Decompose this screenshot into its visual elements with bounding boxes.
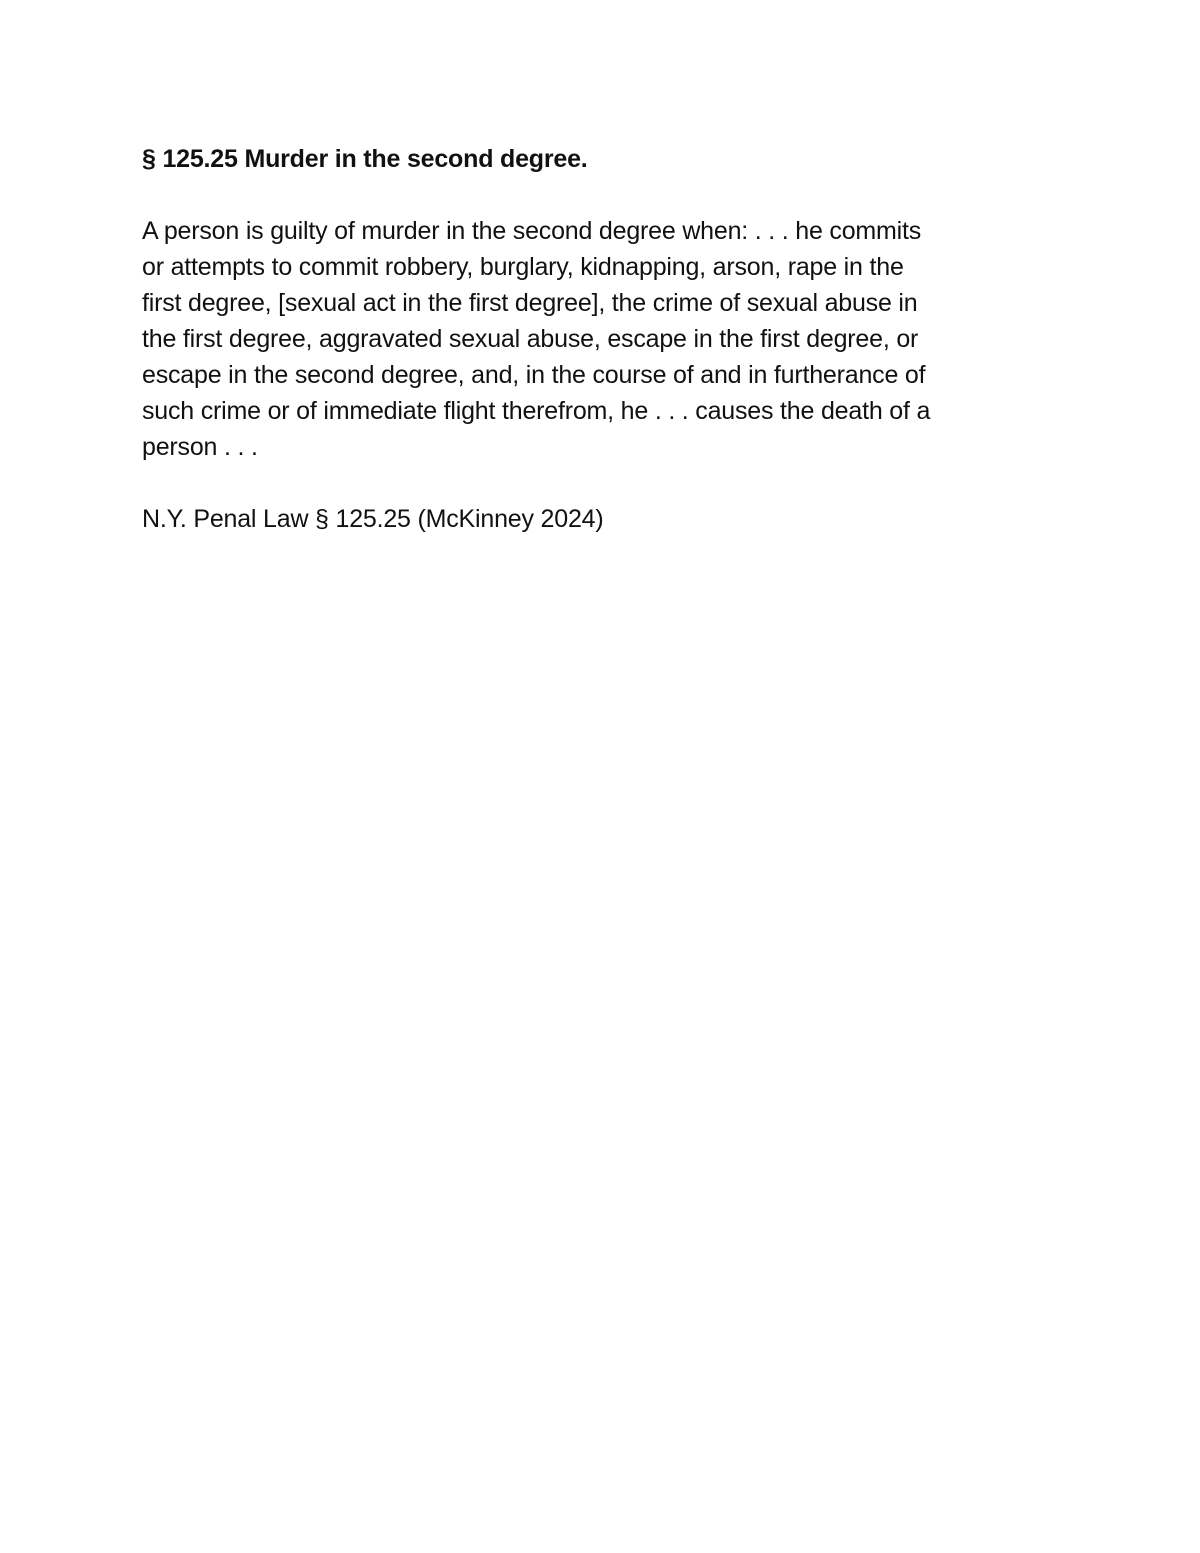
statute-text <box>142 213 1072 465</box>
statute-line: such crime or of immediate flight therefrom, he . . . causes the death of a <box>142 397 931 425</box>
citation: N.Y. Penal Law § 125.25 (McKinney 2024) <box>142 505 604 533</box>
statute-line: first degree, [sexual act in the first degree], the crime of sexual abuse in <box>142 289 918 317</box>
statute-line: the first degree, aggravated sexual abuse, escape in the first degree, or <box>142 325 919 353</box>
statute-line: A person is guilty of murder in the second degree when: . . . he commits <box>142 217 922 245</box>
statute-line: or attempts to commit robbery, burglary, kidnapping, arson, rape in the <box>142 253 904 281</box>
statute-line: escape in the second degree, and, in the course of and in furtherance of <box>142 361 926 389</box>
statute-heading: § 125.25 Murder in the second degree. <box>142 145 588 173</box>
statute-line: person . . . <box>142 433 258 461</box>
document-content <box>142 141 1072 537</box>
